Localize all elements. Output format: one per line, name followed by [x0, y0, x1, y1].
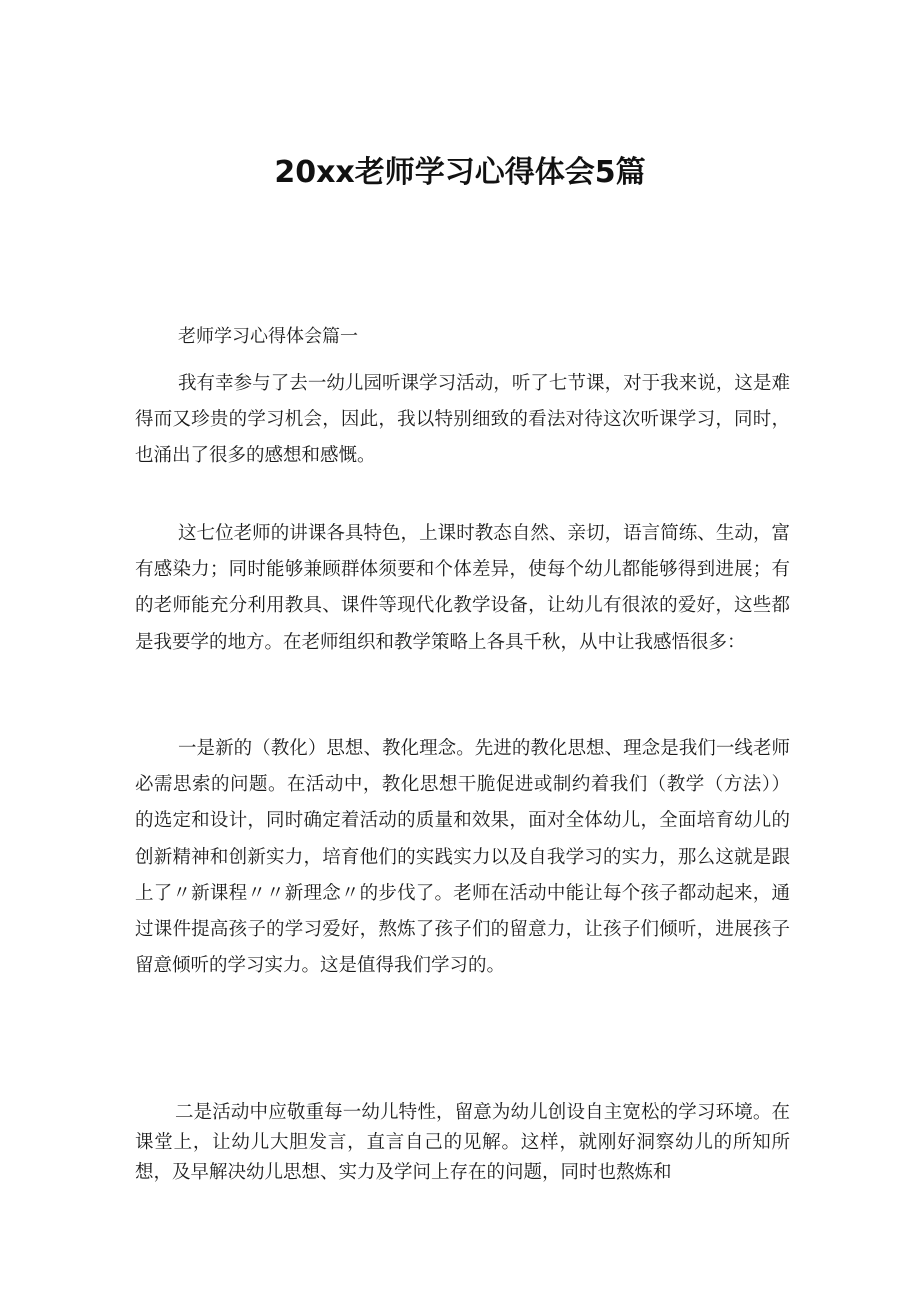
section-heading: 老师学习心得体会篇一	[178, 326, 358, 347]
paragraph-2: 这七位老师的讲课各具特色，上课时教态自然、亲切，语言简练、生动，富有感染力；同时能够兼顾群体须要和个体差异，使每个幼儿都能够得到进展；有的老师能充分利用教具、课件等现代化教学设备，让幼儿有很浓的爱好，这些都是我要学的地方。在老师组织和教学策略上各具千秋，从中让我感悟很多：	[135, 523, 790, 653]
paragraph-4: 二是活动中应敬重每一幼儿特性，留意为幼儿创设自主宽松的学习环境。在课堂上，让幼儿大胆发言，直言自己的见解。这样，就刚好洞察幼儿的所知所想，及早解决幼儿思想、实力及学问上存在的问题，同时也熬炼和	[135, 1102, 790, 1183]
document-title: 20xx老师学习心得体会5篇	[274, 155, 646, 190]
paragraph-1: 我有幸参与了去一幼儿园听课学习活动，听了七节课，对于我来说，这是难得而又珍贵的学习机会，因此，我以特别细致的看法对待这次听课学习，同时，也涌出了很多的感想和感慨。	[135, 373, 790, 467]
paragraph-3: 一是新的（教化）思想、教化理念。先进的教化思想、理念是我们一线老师必需思索的问题。在活动中，教化思想干脆促进或制约着我们（教学（方法））的选定和设计，同时确定着活动的质量和效果，面对全体幼儿，全面培育幼儿的创新精神和创新实力，培育他们的实践实力以及自我学习的实力，那么这就是跟上了〃新课程〃〃新理念〃的步伐了。老师在活动中能让每个孩子都动起来，通过课件提高孩子的学习爱好，熬炼了孩子们的留意力，让孩子们倾听，进展孩子留意倾听的学习实力。这是值得我们学习的。	[135, 738, 790, 977]
